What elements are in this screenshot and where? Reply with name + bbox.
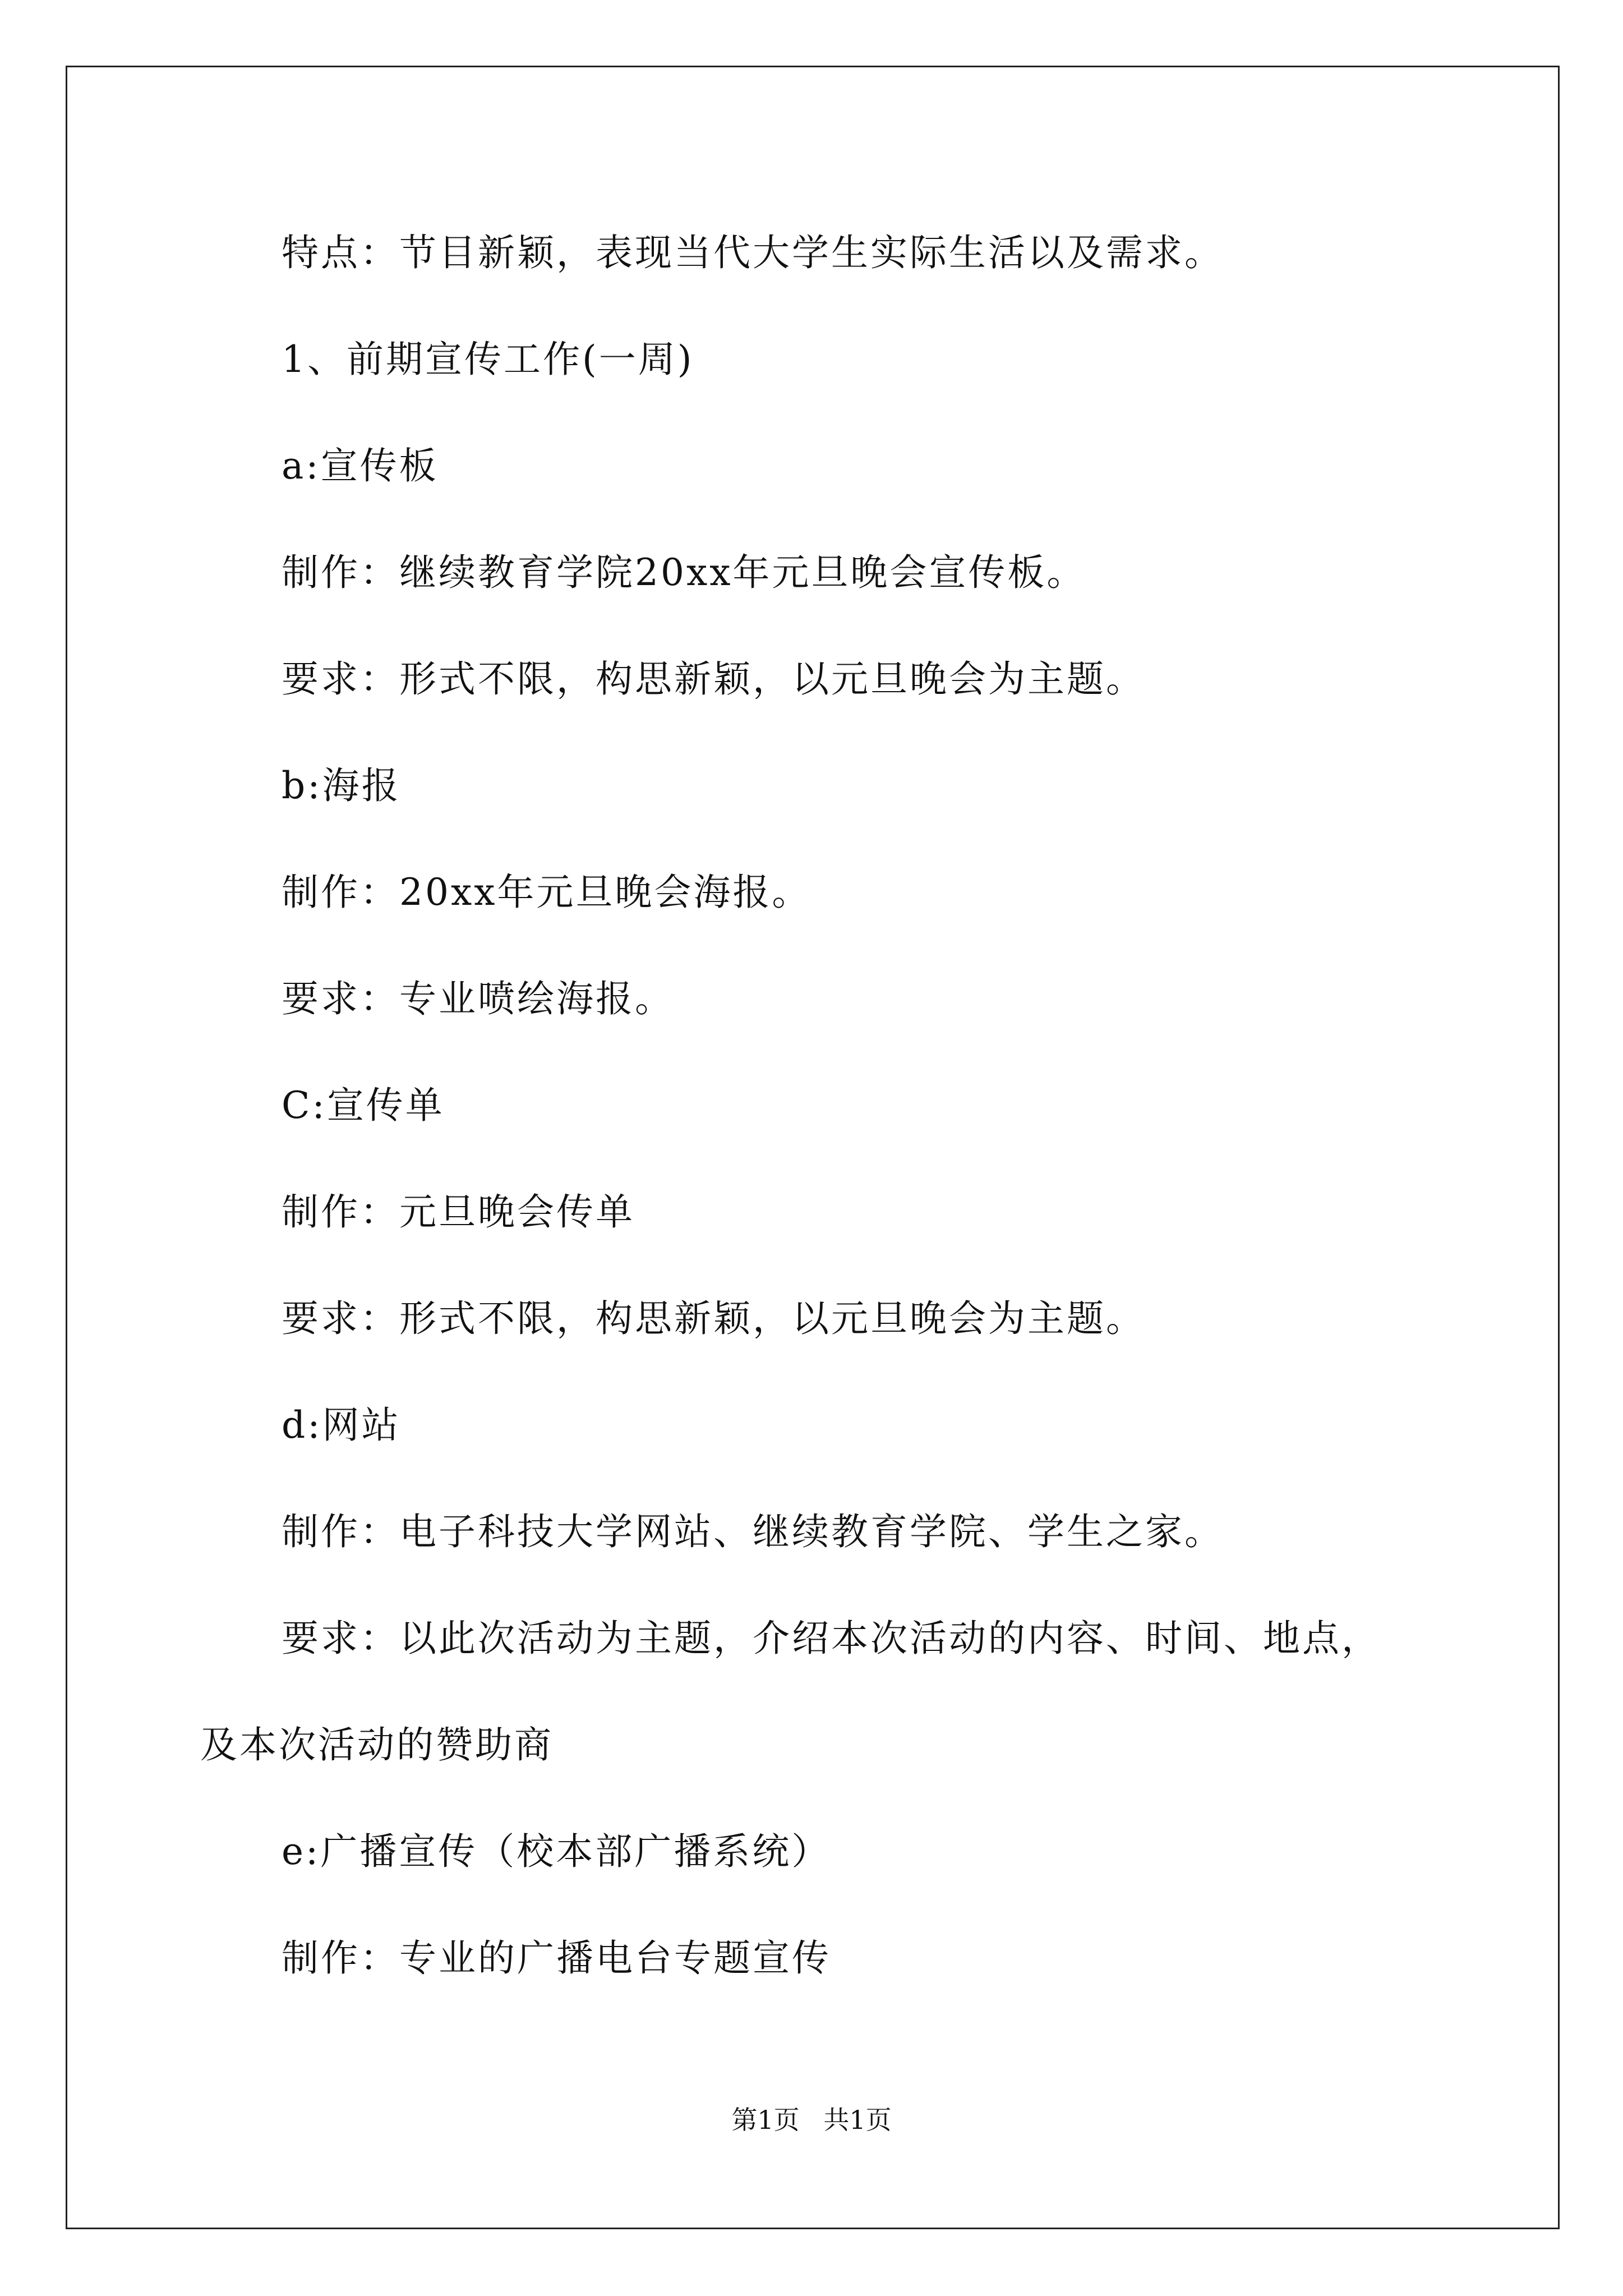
paragraph-item-a-heading: a:宣传板 — [282, 444, 439, 487]
paragraph-section-1-heading: 1、前期宣传工作(一周) — [282, 338, 694, 381]
paragraph-item-b-production: 制作：20xx年元旦晚会海报。 — [282, 871, 811, 914]
paragraph-features: 特点：节目新颖，表现当代大学生实际生活以及需求。 — [282, 231, 1224, 274]
paragraph-item-b-heading: b:海报 — [282, 764, 401, 807]
paragraph-item-c-requirement: 要求：形式不限，构思新颖，以元旦晚会为主题。 — [282, 1297, 1145, 1340]
paragraph-item-c-heading: C:宣传单 — [282, 1084, 445, 1127]
page-number: 第1页 — [731, 2105, 800, 2135]
paragraph-item-e-heading: e:广播宣传（校本部广播系统） — [282, 1830, 831, 1873]
paragraph-item-a-requirement: 要求：形式不限，构思新颖，以元旦晚会为主题。 — [282, 657, 1145, 701]
paragraph-item-e-production: 制作：专业的广播电台专题宣传 — [282, 1936, 831, 1980]
paragraph-item-d-requirement-continued: 及本次活动的赞助商 — [200, 1723, 554, 1766]
paragraph-item-c-production: 制作：元旦晚会传单 — [282, 1190, 635, 1234]
paragraph-item-d-production: 制作：电子科技大学网站、继续教育学院、学生之家。 — [282, 1510, 1224, 1553]
page-footer — [0, 2107, 1623, 2133]
paragraph-item-b-requirement: 要求：专业喷绘海报。 — [282, 977, 674, 1020]
paragraph-item-d-heading: d:网站 — [282, 1404, 401, 1447]
page-total: 共1页 — [823, 2105, 892, 2135]
paragraph-item-d-requirement: 要求：以此次活动为主题，介绍本次活动的内容、时间、地点， — [282, 1617, 1381, 1660]
paragraph-item-a-production: 制作：继续教育学院20xx年元旦晚会宣传板。 — [282, 551, 1086, 594]
